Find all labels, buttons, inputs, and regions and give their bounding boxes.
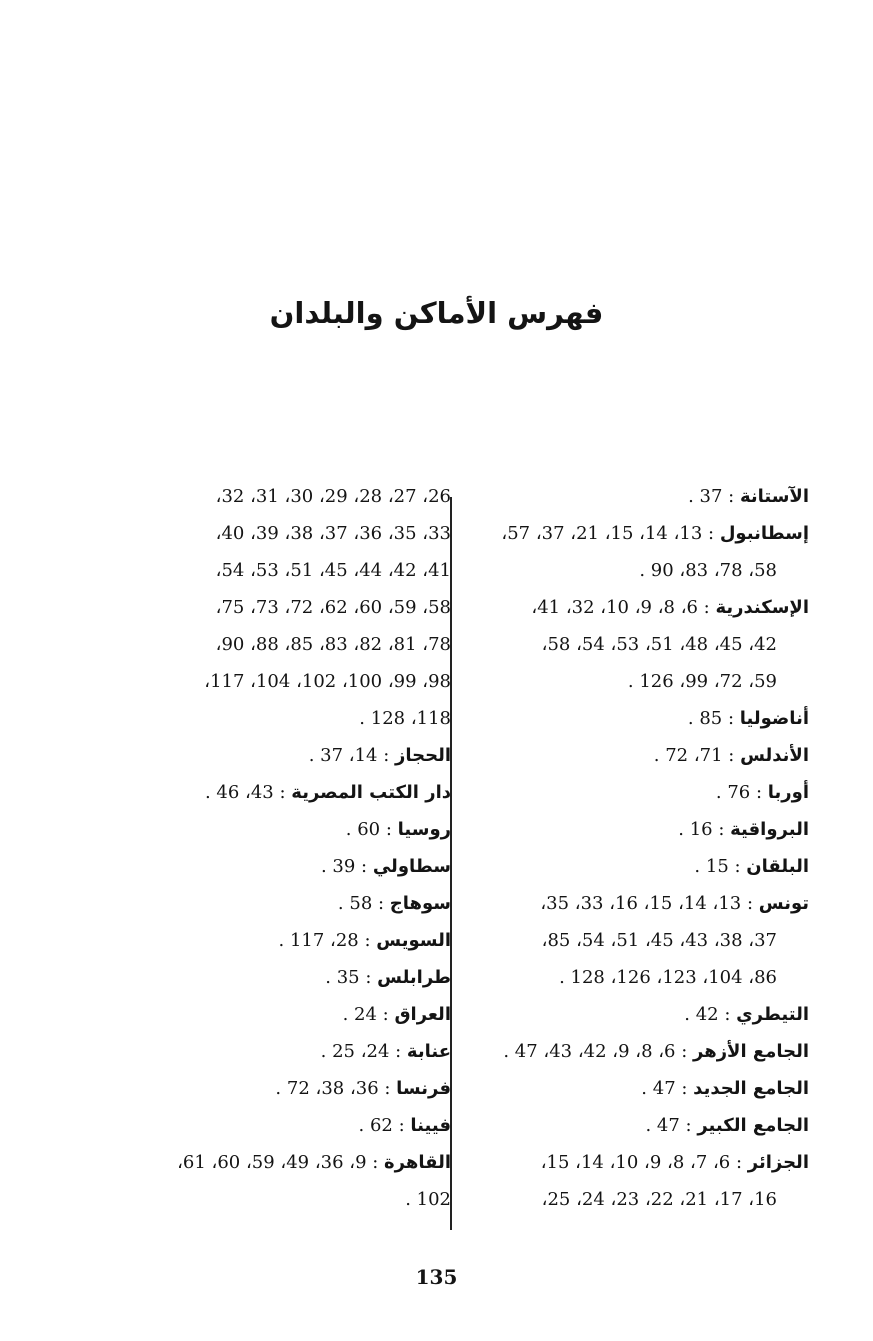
term-separator: : xyxy=(712,819,731,840)
index-pages: 86، 104، 123، 126، 128 . xyxy=(559,967,777,988)
page-title: فهرس الأماكن والبلدان xyxy=(269,296,604,330)
index-pages: 36، 38، 72 . xyxy=(275,1078,379,1099)
index-entry xyxy=(459,1107,809,1144)
index-term: إسطانبول xyxy=(719,523,809,544)
term-separator: : xyxy=(722,745,741,766)
index-pages: 6، 8، 9، 10، 32، 41، xyxy=(531,597,698,618)
index-continuation xyxy=(459,922,809,959)
index-term: تونس xyxy=(758,893,809,914)
index-entry xyxy=(459,1033,809,1070)
index-continuation xyxy=(459,663,809,700)
term-separator: : xyxy=(273,782,292,803)
term-separator: : xyxy=(675,1078,694,1099)
term-separator: : xyxy=(372,893,390,914)
term-separator: : xyxy=(730,1152,748,1173)
index-term: سوهاج xyxy=(389,893,451,914)
index-entry xyxy=(101,1144,451,1181)
index-entry xyxy=(459,1070,809,1107)
index-entry xyxy=(459,811,809,848)
term-separator: : xyxy=(722,486,740,507)
index-continuation xyxy=(101,1181,451,1218)
index-entry xyxy=(459,774,809,811)
index-entry xyxy=(101,885,451,922)
index-column-left xyxy=(101,478,451,1218)
index-pages: 102 . xyxy=(405,1189,451,1210)
index-pages: 14، 37 . xyxy=(308,745,378,766)
index-pages: 47 . xyxy=(645,1115,680,1136)
index-pages: 118، 128 . xyxy=(359,708,451,729)
index-pages: 85 . xyxy=(687,708,723,729)
index-pages: 6، 8، 9، 42، 43، 47 . xyxy=(503,1041,676,1062)
index-pages: 16، 17، 21، 22، 23، 24، 25، xyxy=(541,1189,777,1210)
index-term: الإسكندرية xyxy=(715,597,809,618)
index-pages: 43، 46 . xyxy=(204,782,274,803)
index-continuation xyxy=(101,515,451,552)
index-term: التيطري xyxy=(736,1004,809,1025)
index-continuation xyxy=(459,959,809,996)
index-entry xyxy=(459,885,809,922)
index-pages: 9، 36، 49، 59، 60، 61، xyxy=(177,1152,367,1173)
index-pages: 35 . xyxy=(325,967,360,988)
index-entry xyxy=(101,959,451,996)
term-separator: : xyxy=(750,782,768,803)
term-separator: : xyxy=(376,1004,395,1025)
index-term: طرابلس xyxy=(377,967,451,988)
term-separator: : xyxy=(377,745,395,766)
index-pages: 16 . xyxy=(678,819,713,840)
index-continuation xyxy=(459,626,809,663)
index-pages: 33، 35، 36، 37، 38، 39، 40، xyxy=(215,523,451,544)
index-entry xyxy=(101,922,451,959)
index-term: البلقان xyxy=(746,856,809,877)
index-pages: 41، 42، 44، 45، 51، 53، 54، xyxy=(215,560,451,581)
index-pages: 71، 72 . xyxy=(653,745,723,766)
index-entry xyxy=(459,700,809,737)
index-term: عنابة xyxy=(406,1041,451,1062)
term-separator: : xyxy=(358,930,377,951)
index-pages: 6، 7، 8، 9، 10، 14، 15، xyxy=(540,1152,731,1173)
term-separator: : xyxy=(355,856,373,877)
index-entry xyxy=(459,478,809,515)
index-pages: 60 . xyxy=(345,819,381,840)
index-term: سطاولي xyxy=(372,856,451,877)
index-pages: 28، 117 . xyxy=(278,930,359,951)
index-pages: 24، 25 . xyxy=(320,1041,390,1062)
index-term: القاهرة xyxy=(384,1152,451,1173)
index-pages: 62 . xyxy=(358,1115,393,1136)
term-separator: : xyxy=(679,1115,698,1136)
index-term: الآستانة xyxy=(739,486,809,507)
index-continuation xyxy=(101,663,451,700)
index-entry xyxy=(101,737,451,774)
index-term: فيينا xyxy=(410,1115,451,1136)
index-entry xyxy=(459,515,809,552)
index-pages: 15 . xyxy=(694,856,729,877)
index-pages: 24 . xyxy=(342,1004,377,1025)
index-pages: 58، 59، 60، 62، 72، 73، 75، xyxy=(215,597,451,618)
index-continuation xyxy=(459,1181,809,1218)
index-term: أوربا xyxy=(767,782,809,803)
index-pages: 78، 81، 82، 83، 85، 88، 90، xyxy=(215,634,451,655)
index-entry xyxy=(459,848,809,885)
term-separator: : xyxy=(389,1041,407,1062)
index-entry xyxy=(459,589,809,626)
page-number: 135 xyxy=(415,1265,458,1289)
index-term: الجامع الجديد xyxy=(693,1078,809,1099)
index-continuation xyxy=(101,552,451,589)
term-separator: : xyxy=(366,1152,385,1173)
index-term: الجامع الكبير xyxy=(697,1115,809,1136)
index-entry xyxy=(101,774,451,811)
index-term: الحجاز xyxy=(395,745,451,766)
index-pages: 47 . xyxy=(641,1078,676,1099)
index-pages: 13، 14، 15، 21، 37، 57، xyxy=(501,523,703,544)
term-separator: : xyxy=(722,708,740,729)
index-pages: 58، 78، 83، 90 . xyxy=(639,560,777,581)
index-pages: 26، 27، 28، 29، 30، 31، 32، xyxy=(215,486,451,507)
index-pages: 76 . xyxy=(715,782,751,803)
index-pages: 37، 38، 43، 45، 51، 54، 85، xyxy=(541,930,777,951)
index-entry xyxy=(459,737,809,774)
term-separator: : xyxy=(697,597,716,618)
index-entry xyxy=(101,1107,451,1144)
index-entry xyxy=(101,848,451,885)
index-term: أناضوليا xyxy=(739,708,809,729)
index-column-right xyxy=(459,478,809,1218)
index-pages: 98، 99، 100، 102، 104، 117، xyxy=(204,671,451,692)
index-entry xyxy=(101,996,451,1033)
index-term: الأندلس xyxy=(740,745,809,766)
index-entry xyxy=(101,1033,451,1070)
index-term: دار الكتب المصرية xyxy=(291,782,451,803)
term-separator: : xyxy=(675,1041,694,1062)
index-pages: 58 . xyxy=(337,893,373,914)
index-entry xyxy=(101,1070,451,1107)
index-entry xyxy=(459,996,809,1033)
index-term: البرواقية xyxy=(730,819,809,840)
index-pages: 39 . xyxy=(320,856,356,877)
index-entry xyxy=(101,811,451,848)
index-pages: 37 . xyxy=(688,486,723,507)
index-pages: 59، 72، 99، 126 . xyxy=(627,671,777,692)
index-term: السويس xyxy=(376,930,451,951)
term-separator: : xyxy=(380,819,398,840)
term-separator: : xyxy=(378,1078,397,1099)
index-pages: 13، 14، 15، 16، 33، 35، xyxy=(540,893,742,914)
index-pages: 42 . xyxy=(684,1004,719,1025)
index-pages: 42، 45، 48، 51، 53، 54، 58، xyxy=(541,634,777,655)
term-separator: : xyxy=(359,967,378,988)
term-separator: : xyxy=(392,1115,411,1136)
index-continuation xyxy=(101,626,451,663)
index-continuation xyxy=(459,552,809,589)
index-entry xyxy=(459,1144,809,1181)
index-term: روسيا xyxy=(397,819,451,840)
index-term: العراق xyxy=(394,1004,451,1025)
index-continuation xyxy=(101,589,451,626)
term-separator: : xyxy=(741,893,759,914)
index-term: الجامع الأزهر xyxy=(693,1041,809,1062)
index-continuation xyxy=(101,478,451,515)
term-separator: : xyxy=(728,856,747,877)
term-separator: : xyxy=(702,523,720,544)
index-term: الجزائر xyxy=(747,1152,809,1173)
term-separator: : xyxy=(718,1004,737,1025)
index-continuation xyxy=(101,700,451,737)
index-term: فرنسا xyxy=(396,1078,451,1099)
